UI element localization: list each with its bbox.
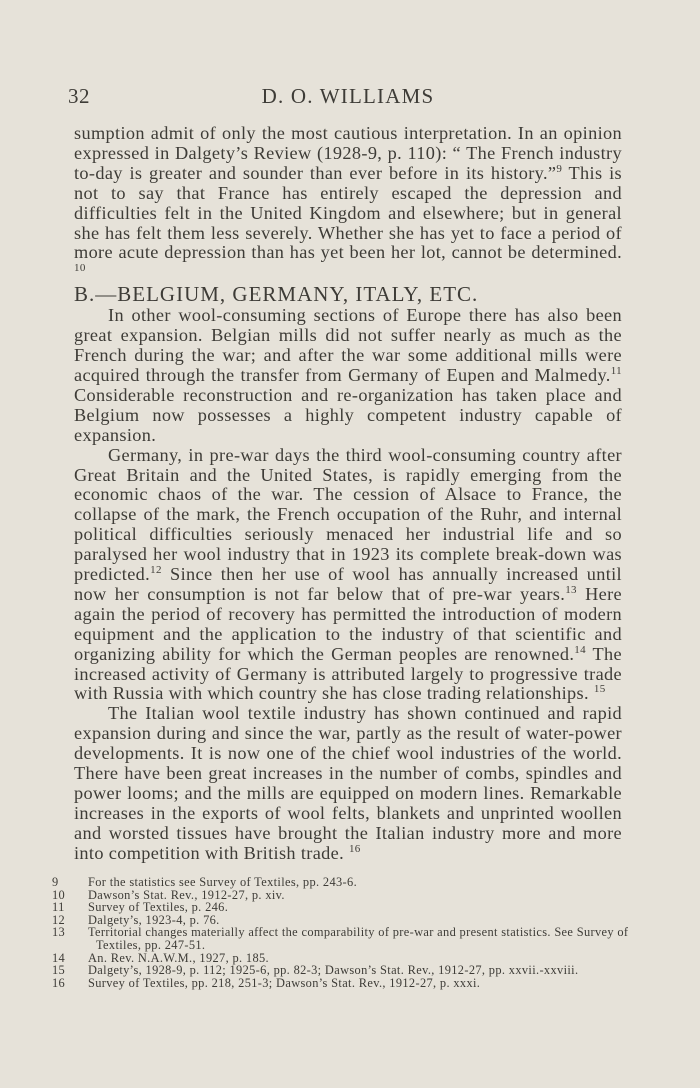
running-title: D. O. WILLIAMS bbox=[261, 84, 435, 108]
footnote: 12 Dalgety’s, 1923-4, p. 76. bbox=[52, 912, 220, 927]
paragraph-france-continued: sumption admit of only the most cautious interpretation. In an opinion expressed in Dalgety’s Review (1928-9, p. 110): “ The French industry to-day is greater and sounder than ever before in its history.”$^9$ This is not to say that France has entirely escaped the depression and difficulties felt in the United Kingdom and elsewhere; but in general she has felt them less severely. Whether she has yet to face a period of more acute depression than has yet been her lot, cannot be determined. $^{10}$ bbox=[74, 123, 622, 275]
footnote-ref[interactable]: 9 bbox=[556, 162, 563, 175]
footnote-ref[interactable]: 15 bbox=[593, 683, 606, 696]
footnote-ref[interactable]: 10 bbox=[74, 262, 86, 275]
footnote: 10 Dawson’s Stat. Rev., 1912-27, p. xiv. bbox=[52, 887, 285, 902]
footnote-ref[interactable]: 11 bbox=[610, 364, 622, 377]
body-text bbox=[74, 124, 622, 864]
paragraph-germany: Germany, in pre-war days the third wool-consuming country after Great Britain and the United States, is rapidly emerging from the economic chaos of the war. The cession of Alsace to France, the collapse of the mark, the French occupation of the Ruhr, and internal political difficulties seriously menaced her industrial life and so paralysed her wool industry that in 1923 its complete break-down was predicted.$^{12}$ Since then her use of wool has annually increased until now her consumption is not far below that of pre-war years.$^{13}$ Here again the period of recovery has permitted the introduction of modern equipment and the application to the industry of that scientific and organizing ability for which the German peoples are renowned.$^{14}$ The increased activity of Germany is attributed largely to progressive trade with Russia with which country she has close trading relationships. $^{15}$ bbox=[74, 444, 622, 704]
paragraph-belgium: In other wool-consuming sections of Europe there has also been great expansion. Belgian mills did not suffer nearly as much as the French during the war; and after the war some additional mills were acquired through the transfer from Germany of Eupen and Malmedy.$^{11}$ Considerable reconstruction and re-organization has taken place and Belgium now possesses a highly competent industry capable of expansion. bbox=[74, 305, 622, 445]
footnotes bbox=[52, 875, 630, 990]
footnote: 9 For the statistics see Survey of Textiles, pp. 243-6. bbox=[52, 875, 358, 889]
page-number: 32 bbox=[68, 84, 90, 108]
footnote-ref[interactable]: 13 bbox=[565, 583, 577, 596]
footnote: 13 Territorial changes materially affect the comparability of pre-war and present statistics. See Survey of Textiles, pp. 247-51. bbox=[52, 925, 629, 952]
running-header bbox=[68, 84, 628, 112]
footnote-ref[interactable]: 14 bbox=[574, 643, 586, 656]
footnote-ref[interactable]: 12 bbox=[150, 564, 162, 577]
footnote: 16 Survey of Textiles, pp. 218, 251-3; Dawson’s Stat. Rev., 1912-27, p. xxxi. bbox=[52, 975, 481, 990]
section-heading: B.—BELGIUM, GERMANY, ITALY, ETC. bbox=[74, 282, 479, 307]
footnote: 15 Dalgety’s, 1928-9, p. 112; 1925-6, pp. 82-3; Dawson’s Stat. Rev., 1912-27, pp. xxvii.-xxviii. bbox=[52, 963, 579, 978]
paragraph-italy: The Italian wool textile industry has shown continued and rapid expansion during and since the war, partly as the result of water-power developments. It is now one of the chief wool industries of the world. There have been great increases in the number of combs, spindles and power looms; and the mills are equipped on modern lines. Remarkable increases in the exports of wool felts, blankets and unprinted woollen and worsted tissues have brought the Italian industry more and more into competition with British trade. $^{16}$ bbox=[74, 703, 622, 863]
footnote-ref[interactable]: 16 bbox=[348, 842, 361, 855]
footnote: 14 An. Rev. N.A.W.M., 1927, p. 185. bbox=[52, 950, 269, 965]
footnote: 11 Survey of Textiles, p. 246. bbox=[52, 900, 229, 915]
